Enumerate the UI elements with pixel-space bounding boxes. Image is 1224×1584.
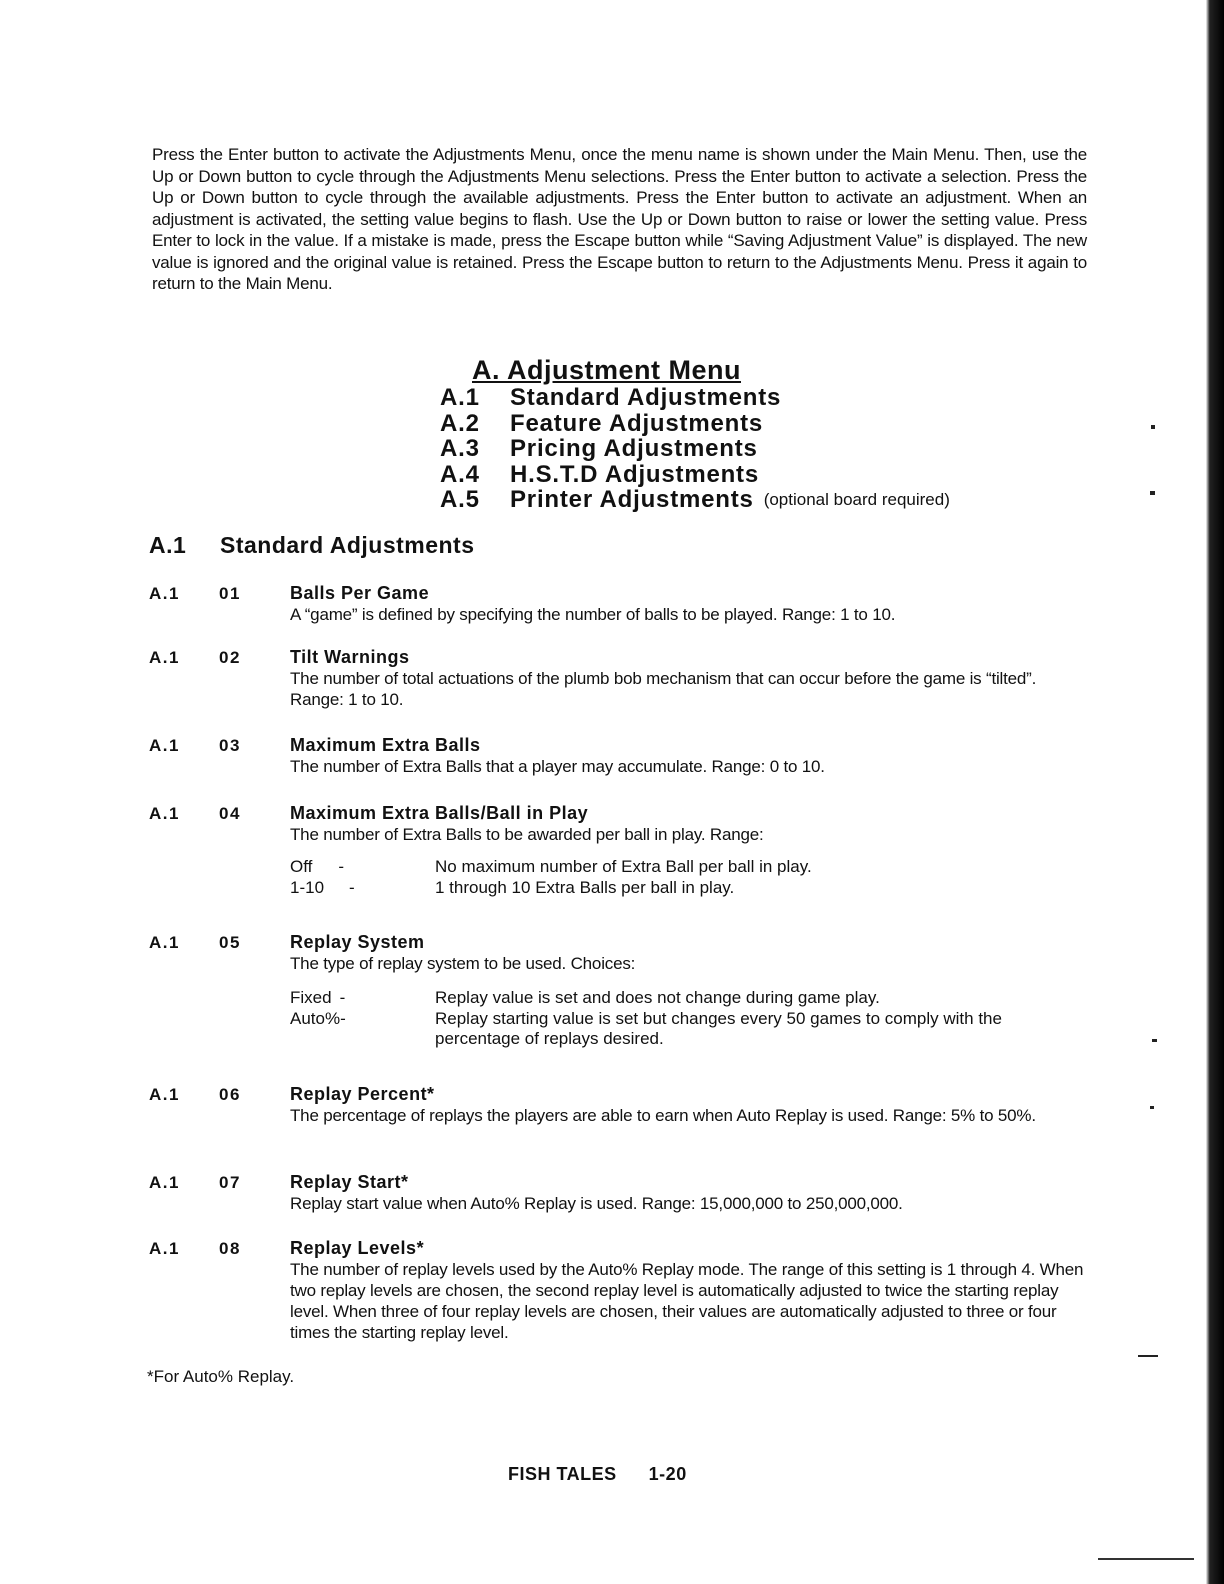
- menu-item-printer: [440, 487, 950, 513]
- section-number: A.1: [149, 532, 187, 558]
- menu-item-label: Pricing Adjustments: [510, 435, 758, 462]
- menu-title: A. Adjustment Menu: [472, 355, 741, 385]
- menu-item-number: A.1: [440, 384, 480, 411]
- menu-item-feature: [440, 411, 950, 437]
- entry-section: A.1: [149, 804, 180, 823]
- entry-replay-start: [149, 1172, 1089, 1214]
- menu-item-number: A.2: [440, 409, 480, 437]
- option-value: No maximum number of Extra Ball per ball in play.: [435, 857, 812, 876]
- menu-item-standard: [440, 385, 950, 411]
- entry-number: 02: [219, 648, 241, 667]
- entry-number: 08: [219, 1239, 241, 1258]
- menu-item-hstd: [440, 462, 950, 488]
- entry-title: Tilt Warnings: [290, 647, 410, 667]
- entry-max-extra-balls-per-ball: [149, 803, 1089, 898]
- option-key: Auto%-: [290, 1008, 346, 1028]
- scan-speck: [1150, 1106, 1154, 1109]
- entry-section: A.1: [149, 736, 180, 755]
- option-row: [290, 857, 1085, 878]
- menu-item-label: Feature Adjustments: [510, 409, 764, 437]
- option-row: [290, 1009, 1085, 1050]
- option-value: 1 through 10 Extra Balls per ball in play.: [435, 877, 735, 897]
- entry-number: 07: [219, 1173, 241, 1192]
- entry-tilt-warnings: [149, 647, 1089, 710]
- entry-number: 01: [219, 584, 241, 603]
- menu-item-label: Printer Adjustments: [510, 486, 754, 513]
- entry-description: The number of Extra Balls that a player may accumulate. Range: 0 to 10.: [290, 757, 825, 776]
- entry-title: Replay Levels*: [290, 1238, 425, 1258]
- scan-corner-line: [1098, 1558, 1194, 1560]
- option-key: 1-10 -: [290, 877, 355, 897]
- entry-section: A.1: [149, 1085, 180, 1104]
- entry-section: A.1: [149, 933, 180, 952]
- entry-maximum-extra-balls: [149, 735, 1089, 777]
- entry-number: 04: [219, 804, 241, 823]
- intro-paragraph: Press the Enter button to activate the Adjustments Menu, once the menu name is shown under the Main Menu. Then, use the Up or Down button to cycle through the Adjustments Menu selections. Press the Enter button to activate a selection. Press the Up or Down button to cycle through the available adjustments. Press the Enter button to activate an adjustment. When an adjustment is activated, the setting value begins to flash. Use the Up or Down button to raise or lower the setting value. Press Enter to lock in the value. If a mistake is made, press the Escape button while “Saving Adjustment Value” is displayed. The new value is ignored and the original value is retained. Press the Escape button to return to the Adjustments Menu. Press it again to return to the Main Menu.: [152, 145, 1087, 293]
- entry-section: A.1: [149, 584, 180, 603]
- printer-note: (optional board required): [763, 490, 950, 509]
- entry-title: Replay Percent*: [290, 1084, 435, 1104]
- option-value: Replay starting value is set but changes every 50 games to comply with the percentage of replays desired.: [435, 1008, 1002, 1048]
- menu-item-pricing: [440, 436, 950, 462]
- entry-description: The number of replay levels used by the Auto% Replay mode. The range of this setting is 1 through 4. When two replay levels are chosen, the second replay level is automatically adjusted to twice the starting replay level. When three of four replay levels are chosen, their values are automatically adjusted to three or four times the starting replay level.: [290, 1260, 1084, 1342]
- scan-dash: [1138, 1355, 1158, 1357]
- entry-number: 06: [219, 1085, 241, 1104]
- entry-description: The number of total actuations of the plumb bob mechanism that can occur before the game is “tilted”. Range: 1 to 10.: [290, 669, 1037, 709]
- menu-item-number: A.4: [440, 460, 480, 488]
- option-row: [290, 878, 1085, 899]
- option-list: [290, 988, 1085, 1050]
- entry-description: Replay start value when Auto% Replay is used. Range: 15,000,000 to 250,000,000.: [290, 1194, 903, 1213]
- entry-description: The number of Extra Balls to be awarded per ball in play. Range:: [290, 825, 764, 844]
- page-number: 1-20: [648, 1464, 687, 1484]
- menu-item-label: Standard Adjustments: [510, 384, 782, 411]
- menu-item-number: A.5: [440, 486, 480, 513]
- option-value: Replay value is set and does not change during game play.: [435, 988, 880, 1007]
- entry-balls-per-game: [149, 583, 1089, 625]
- footer-title: FISH TALES: [508, 1464, 617, 1484]
- entry-section: A.1: [149, 648, 180, 667]
- scan-speck: [1152, 1039, 1157, 1042]
- menu-item-label: H.S.T.D Adjustments: [510, 460, 760, 488]
- entry-description: The type of replay system to be used. Choices:: [290, 954, 636, 973]
- menu-item-number: A.3: [440, 435, 480, 462]
- option-key: Off -: [290, 857, 345, 876]
- entry-section: A.1: [149, 1239, 180, 1258]
- entry-replay-levels: [149, 1238, 1089, 1343]
- entry-title: Replay System: [290, 932, 425, 952]
- entry-section: A.1: [149, 1173, 180, 1192]
- section-title: Standard Adjustments: [220, 532, 475, 558]
- scan-speck: [1151, 425, 1155, 429]
- adjustment-menu-list: [440, 355, 950, 513]
- footnote: *For Auto% Replay.: [147, 1367, 295, 1386]
- option-list: [290, 857, 1085, 898]
- entry-title: Balls Per Game: [290, 583, 430, 603]
- option-row: [290, 988, 1085, 1009]
- page-footer: [508, 1464, 687, 1485]
- entry-description: A “game” is defined by specifying the number of balls to be played. Range: 1 to 10.: [290, 605, 896, 624]
- entry-title: Replay Start*: [290, 1172, 409, 1192]
- option-key: Fixed -: [290, 988, 346, 1007]
- entry-description: The percentage of replays the players are able to earn when Auto Replay is used. Range: 5% to 50%.: [290, 1106, 1036, 1125]
- section-heading: [149, 532, 475, 559]
- scan-edge-shadow: [1198, 0, 1224, 1584]
- entry-replay-system: [149, 932, 1089, 1050]
- entry-title: Maximum Extra Balls: [290, 735, 481, 755]
- entry-title: Maximum Extra Balls/Ball in Play: [290, 803, 589, 823]
- entry-replay-percent: [149, 1084, 1089, 1126]
- entry-number: 05: [219, 933, 241, 952]
- entry-number: 03: [219, 736, 241, 755]
- scan-speck: [1150, 491, 1155, 495]
